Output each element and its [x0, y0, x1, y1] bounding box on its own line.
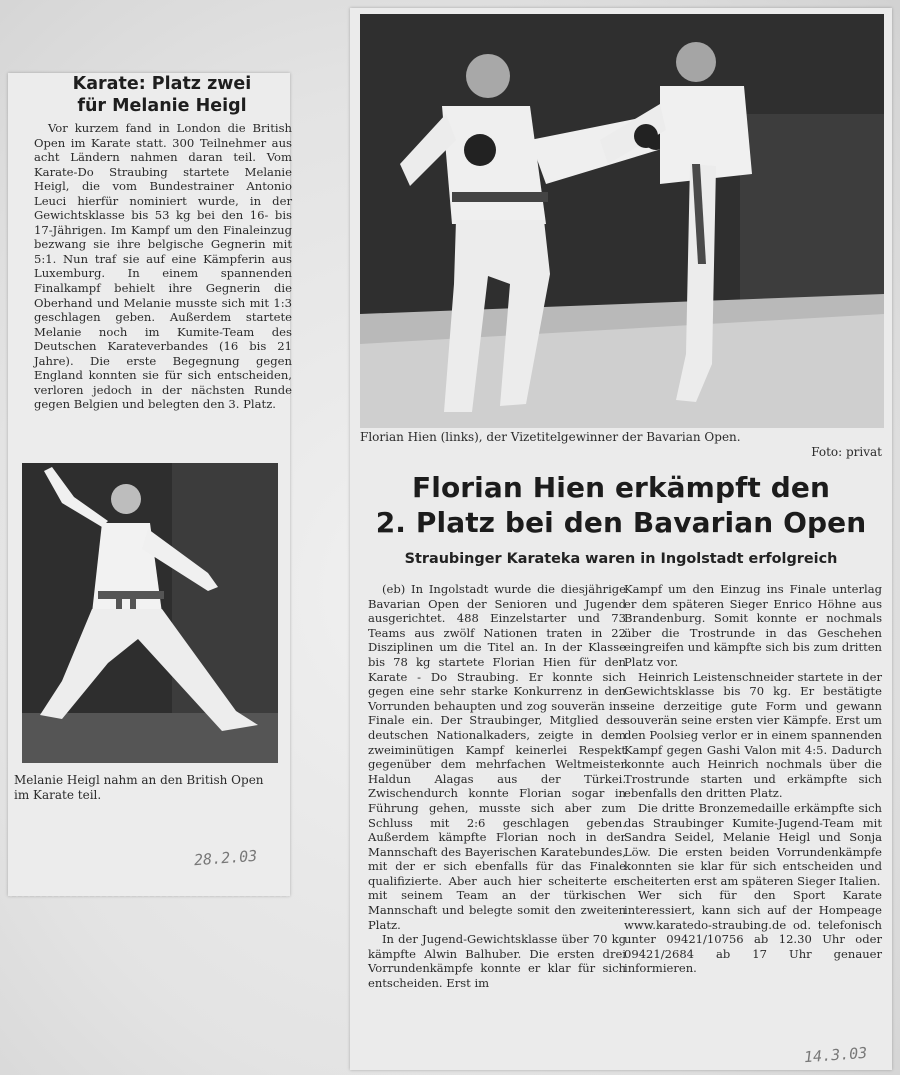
- left-headline-line1: Karate: Platz zwei: [72, 74, 252, 94]
- left-photo-caption: Melanie Heigl nahm an den British Open im Karate teil.: [14, 773, 264, 802]
- sparring-photo: [360, 14, 884, 428]
- column-2-paragraph: Kampf um den Einzug ins Finale unterlag er dem späteren Sieger Enrico Höhne aus Brandenburg. Somit konnte er nochmals über die Trostrunde in das Geschehen eingreifen und kämpfte sich bis zum dritten Platz vor.: [624, 582, 882, 669]
- article-column-1: [368, 582, 626, 991]
- right-subheadline: Straubinger Karateka waren in Ingolstadt erfolgreich: [404, 551, 838, 567]
- sparring-illustration: [360, 14, 884, 428]
- left-handwritten-date: 28.2.03: [193, 846, 258, 870]
- melanie-photo: [22, 463, 278, 763]
- column-2-paragraph: Die dritte Bronzemedaille erkämpfte sich das Straubinger Kumite-Jugend-Team mit Sandra Seidel, Melanie Heigl und Sonja Löw. Die ersten beiden Vorrundenkämpfe konnten sie klar für sich entscheiden und scheiterten erst am späteren Sieger Italien.: [624, 800, 882, 888]
- column-2-paragraph: Wer sich für den Sport Karate interessiert, kann sich auf der Hompeage www.karatedo-straubing.de od. telefonisch unter 09421/10756 ab 12.30 Uhr oder 09421/2684 ab 17 Uhr genauer informieren.: [624, 888, 882, 976]
- left-headline: [32, 73, 292, 117]
- article-column-2: [624, 582, 882, 976]
- left-article-paragraph: Vor kurzem fand in London die British Open im Karate statt. 300 Teilnehmer aus acht Ländern nahmen daran teil. Vom Karate-Do Straubing startete Melanie Heigl, die vom Bundestrainer Antonio Leuci hierfür nominiert wurde, in der Gewichtsklasse bis 53 kg bei den 16- bis 17-Jährigen. Im Kampf um den Finaleinzug bezwang sie ihre belgische Gegnerin mit 5:1. Nun traf sie auf eine Kämpferin aus Luxemburg. In einem spannenden Finalkampf behielt ihre Gegnerin die Oberhand und Melanie musste sich mit 1:3 geschlagen geben. Außerdem startete Melanie noch im Kumite-Team des Deutschen Karateverbandes (16 bis 21 Jahre). Die erste Begegnung gegen England konnten sie für sich entscheiden, verloren jedoch in der nächsten Runde gegen Belgien und belegten den 3. Platz.: [34, 121, 292, 412]
- right-headline-line2: 2. Platz bei den Bavarian Open: [375, 506, 867, 539]
- left-article-body: [34, 121, 292, 412]
- right-headline-line1: Florian Hien erkämpft den: [412, 471, 830, 504]
- right-photo-caption: Florian Hien (links), der Vizetitelgewinner der Bavarian Open.: [360, 430, 741, 444]
- left-headline-line2: für Melanie Heigl: [77, 96, 247, 116]
- photo-credit: Foto: privat: [811, 445, 882, 459]
- karateka-stance-illustration: [22, 463, 278, 763]
- torn-edge: [8, 893, 290, 899]
- right-handwritten-date: 14.3.03: [803, 1043, 868, 1067]
- right-clipping: [350, 8, 892, 1070]
- column-1-paragraph: (eb) In Ingolstadt wurde die diesjährige Bavarian Open der Senioren und Jugend ausgerichtet. 488 Einzelstarter und 73 Teams aus zwölf Nationen traten in 22 Disziplinen um die Titel an. In der Klasse bis 78 kg startete Florian Hien für den Karate - Do Straubing. Er konnte sich gegen eine sehr starke Konkurrenz in den Vorrunden behaupten und zog souverän ins Finale ein. Der Straubinger, Mitglied des deutschen Nationalkaders, zeigte in dem zweiminütigen Kampf keinerlei Respekt gegenüber dem mehrfachen Weltmeister Haldun Alagas aus der Türkei. Zwischendurch konnte Florian sogar in Führung gehen, musste sich aber zum Schluss mit 2:6 geschlagen geben. Außerdem kämpfte Florian noch in der Mannschaft des Bayerischen Karatebundes, mit der er sich ebenfalls für das Finale qualifizierte. Aber auch hier scheiterte er mit seinem Team an der türkischen Mannschaft und belegte somit den zweiten Platz.: [368, 582, 626, 932]
- left-clipping: [8, 73, 290, 896]
- right-headline: [350, 470, 892, 540]
- column-1-paragraph: In der Jugend-Gewichtsklasse über 70 kg kämpfte Alwin Balhuber. Die ersten drei Vorrundenkämpfe konnte er klar für sich entscheiden. Erst im: [368, 932, 626, 991]
- column-2-paragraph: Heinrich Leistenschneider startete in der Gewichtsklasse bis 70 kg. Er bestätigte seine derzeitige gute Form und gewann souverän seine ersten vier Kämpfe. Erst um den Poolsieg verlor er in einem spannenden Kampf gegen Gashi Valon mit 4:5. Dadurch konnte auch Heinrich nochmals über die Trostrunde starten und erkämpfte sich ebenfalls den dritten Platz.: [624, 669, 882, 801]
